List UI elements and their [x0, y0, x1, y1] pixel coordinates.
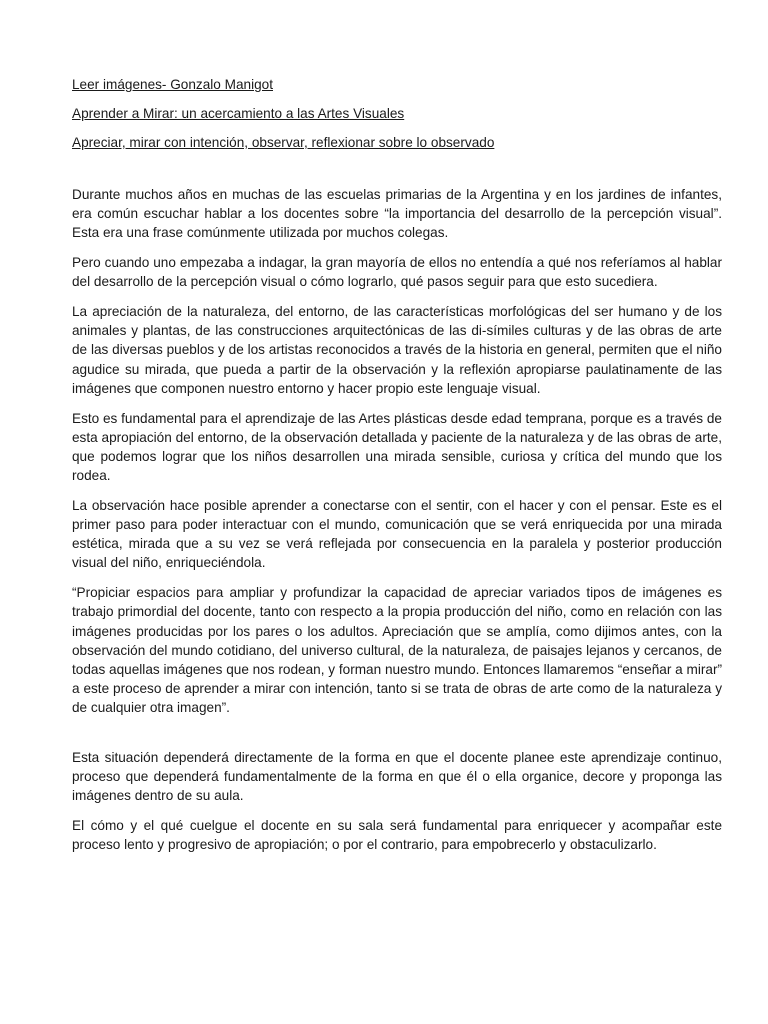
- document-subheading: Apreciar, mirar con intención, observar, reflexionar sobre lo observado: [72, 135, 495, 150]
- document-page: [72, 75, 722, 865]
- document-title: Leer imágenes- Gonzalo Manigot: [72, 77, 273, 92]
- body-paragraph: Esto es fundamental para el aprendizaje de las Artes plásticas desde edad temprana, porque es a través de esta apropiación del entorno, de la observación detallada y paciente de la naturaleza y de las obras de arte, que podemos lograr que los niños desarrollen una mirada sensible, curiosa y crítica del mundo que los rodea.: [72, 410, 722, 484]
- body-paragraph: El cómo y el qué cuelgue el docente en su sala será fundamental para enriquecer y acompañar este proceso lento y progresivo de apropiación; o por el contrario, para empobrecerlo y obstaculizarlo.: [72, 817, 722, 852]
- body-paragraph: La observación hace posible aprender a conectarse con el sentir, con el hacer y con el pensar. Este es el primer paso para poder interactuar con el mundo, comunicación que se verá enriquecida por una mirada estética, mirada que a su vez se verá reflejada por consecuencia en la paralela y posterior producción visual del niño, enriqueciéndola.: [72, 497, 722, 571]
- body-paragraph: Pero cuando uno empezaba a indagar, la gran mayoría de ellos no entendía a qué nos referíamos al hablar del desarrollo de la percepción visual o cómo lograrlo, qué pasos seguir para que esto sucediera.: [72, 255, 722, 290]
- body-paragraph: Esta situación dependerá directamente de la forma en que el docente planee este aprendizaje continuo, proceso que dependerá fundamentalmente de la forma en que él o ella organice, decore y proponga las imágenes dentro de su aula.: [72, 749, 722, 803]
- quoted-paragraph: “Propiciar espacios para ampliar y profundizar la capacidad de apreciar variados tipos de imágenes es trabajo primordial del docente, tanto con respecto a la propia producción del niño, como en relación con las imágenes producidas por los pares o los adultos. Apreciación que se amplía, como dijimos antes, con la observación del mundo cotidiano, del universo cultural, de la naturaleza, de paisajes lejanos y cercanos, de todas aquellas imágenes que nos rodean, y forman nuestro mundo. Entonces llamaremos “enseñar a mirar” a este proceso de aprender a mirar con intención, tanto si se trata de obras de arte como de la naturaleza y de cualquier otra imagen”.: [72, 585, 722, 716]
- document-subtitle: Aprender a Mirar: un acercamiento a las Artes Visuales: [72, 106, 405, 121]
- body-paragraph: La apreciación de la naturaleza, del entorno, de las características morfológicas del ser humano y de los animales y plantas, de las construcciones arquitectónicas de las di-símiles culturas y de las obras de arte de las diversas pueblos y de los artistas reconocidos a través de la historia en general, permiten que el niño agudice su mirada, que pueda a partir de la observación y la reflexión apropiarse paulatinamente de las imágenes que componen nuestro entorno y hacer propio este lenguaje visual.: [72, 304, 722, 396]
- body-paragraph: Durante muchos años en muchas de las escuelas primarias de la Argentina y en los jardines de infantes, era común escuchar hablar a los docentes sobre “la importancia del desarrollo de la percepción visual”. Esta era una frase comúnmente utilizada por muchos colegas.: [72, 187, 722, 241]
